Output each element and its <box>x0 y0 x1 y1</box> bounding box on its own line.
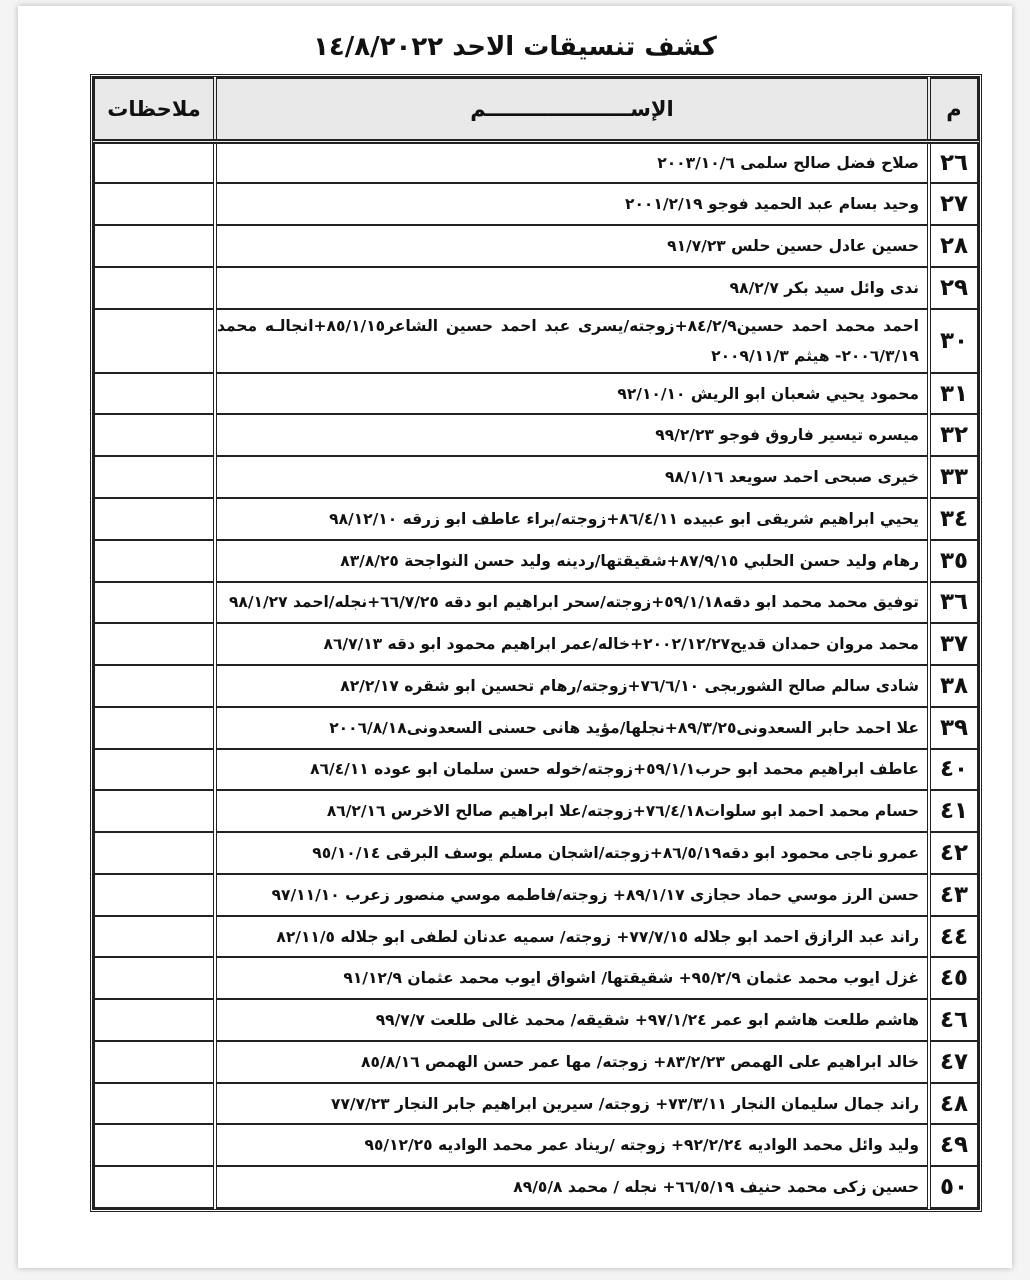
row-name: يحيي ابراهيم شريقى ابو عبيده ٨٦/٤/١١+زوجته/براء عاطف ابو زرقه ٩٨/١٢/١٠ <box>215 498 929 540</box>
table-row <box>94 749 978 791</box>
table-row <box>94 142 978 184</box>
table-row <box>94 540 978 582</box>
row-number: ٤٠ <box>929 749 978 791</box>
row-number: ٥٠ <box>929 1166 978 1208</box>
table-row <box>94 623 978 665</box>
header-number: م <box>929 78 978 142</box>
row-number: ٣٦ <box>929 582 978 624</box>
table-row <box>94 999 978 1041</box>
table-row <box>94 1041 978 1083</box>
header-name: الإســــــــــــــــــــم <box>215 78 929 142</box>
table-row <box>94 916 978 958</box>
row-number: ٣٥ <box>929 540 978 582</box>
row-number: ٤٦ <box>929 999 978 1041</box>
row-number: ٣١ <box>929 373 978 415</box>
row-notes <box>94 267 215 309</box>
row-number: ٣٠ <box>929 309 978 373</box>
row-notes <box>94 225 215 267</box>
row-number: ٤٣ <box>929 874 978 916</box>
row-notes <box>94 540 215 582</box>
row-name: ميسره تيسير فاروق فوجو ٩٩/٢/٢٣ <box>215 414 929 456</box>
row-notes <box>94 1166 215 1208</box>
row-notes <box>94 456 215 498</box>
table-row <box>94 456 978 498</box>
row-name: راند جمال سليمان النجار ٧٣/٣/١١+ زوجته/ سيرين ابراهيم جابر النجار ٧٧/٧/٢٣ <box>215 1083 929 1125</box>
row-number: ٣٢ <box>929 414 978 456</box>
row-notes <box>94 142 215 184</box>
table-row <box>94 790 978 832</box>
row-number: ٤٤ <box>929 916 978 958</box>
row-number: ٣٨ <box>929 665 978 707</box>
row-name: ندى وائل سيد بكر ٩٨/٢/٧ <box>215 267 929 309</box>
row-name: احمد محمد احمد حسين٨٤/٢/٩+زوجته/يسرى عبد احمد حسين الشاعر٨٥/١/١٥+انجالـه محمد ٢٠٠٦/٣/١٩- هيثم ٢٠٠٩/١١/٣ <box>215 309 929 373</box>
row-notes <box>94 957 215 999</box>
table-row <box>94 183 978 225</box>
row-number: ٤٥ <box>929 957 978 999</box>
row-notes <box>94 1124 215 1166</box>
row-notes <box>94 707 215 749</box>
row-name: حسين عادل حسين حلس ٩١/٧/٢٣ <box>215 225 929 267</box>
names-table-frame <box>90 74 982 1212</box>
table-row <box>94 665 978 707</box>
row-name: رهام وليد حسن الحلبي ٨٧/٩/١٥+شقيقتها/ردينه وليد حسن النواجحة ٨٣/٨/٢٥ <box>215 540 929 582</box>
row-notes <box>94 1041 215 1083</box>
row-notes <box>94 916 215 958</box>
table-row <box>94 309 978 373</box>
table-row <box>94 707 978 749</box>
row-notes <box>94 832 215 874</box>
table-row <box>94 498 978 540</box>
row-number: ٤٢ <box>929 832 978 874</box>
row-name: غزل ايوب محمد عثمان ٩٥/٢/٩+ شقيقتها/ اشواق ايوب محمد عثمان ٩١/١٢/٩ <box>215 957 929 999</box>
row-name: حسام محمد احمد ابو سلوات٧٦/٤/١٨+زوجته/علا ابراهيم صالح الاخرس ٨٦/٢/١٦ <box>215 790 929 832</box>
row-name: عمرو ناجى محمود ابو دقه٨٦/٥/١٩+زوجته/اشجان مسلم يوسف البرقى ٩٥/١٠/١٤ <box>215 832 929 874</box>
row-name: صلاح فضل صالح سلمى ٢٠٠٣/١٠/٦ <box>215 142 929 184</box>
table-row <box>94 832 978 874</box>
row-name: محمد مروان حمدان قديح٢٠٠٢/١٢/٢٧+خاله/عمر ابراهيم محمود ابو دقه ٨٦/٧/١٣ <box>215 623 929 665</box>
row-name: علا احمد حابر السعدونى٨٩/٣/٢٥+نجلها/مؤيد هانى حسنى السعدونى٢٠٠٦/٨/١٨ <box>215 707 929 749</box>
table-row <box>94 1083 978 1125</box>
row-number: ٢٨ <box>929 225 978 267</box>
row-notes <box>94 999 215 1041</box>
table-header-row <box>94 78 978 142</box>
table-row <box>94 225 978 267</box>
row-name: وليد وائل محمد الواديه ٩٢/٢/٢٤+ زوجته /ريناد عمر محمد الواديه ٩٥/١٢/٢٥ <box>215 1124 929 1166</box>
row-name: توفيق محمد محمد ابو دقه٥٩/١/١٨+زوجته/سحر ابراهيم ابو دقه ٦٦/٧/٢٥+نجله/احمد ٩٨/١/٢٧ <box>215 582 929 624</box>
row-name: حسن الرز موسي حماد حجازى ٨٩/١/١٧+ زوجته/فاطمه موسي منصور زعرب ٩٧/١١/١٠ <box>215 874 929 916</box>
names-table <box>93 77 979 1209</box>
page-title: كشف تنسيقات الاحد ١٤/٨/٢٠٢٢ <box>313 32 717 62</box>
row-notes <box>94 623 215 665</box>
row-name: عاطف ابراهيم محمد ابو حرب٥٩/١/١+زوجته/خوله حسن سلمان ابو عوده ٨٦/٤/١١ <box>215 749 929 791</box>
row-notes <box>94 749 215 791</box>
row-notes <box>94 414 215 456</box>
row-notes <box>94 1083 215 1125</box>
row-number: ٤٩ <box>929 1124 978 1166</box>
row-number: ٢٩ <box>929 267 978 309</box>
table-row <box>94 957 978 999</box>
table-row <box>94 1124 978 1166</box>
table-row <box>94 874 978 916</box>
row-notes <box>94 790 215 832</box>
table-row <box>94 267 978 309</box>
row-notes <box>94 373 215 415</box>
row-notes <box>94 665 215 707</box>
row-notes <box>94 309 215 373</box>
row-number: ٤٨ <box>929 1083 978 1125</box>
table-row <box>94 373 978 415</box>
row-name: راند عبد الرازق احمد ابو جلاله ٧٧/٧/١٥+ زوجته/ سميه عدنان لطفى ابو جلاله ٨٢/١١/٥ <box>215 916 929 958</box>
row-number: ٣٩ <box>929 707 978 749</box>
header-notes: ملاحظات <box>94 78 215 142</box>
table-row <box>94 582 978 624</box>
row-number: ٤١ <box>929 790 978 832</box>
row-number: ٣٤ <box>929 498 978 540</box>
row-number: ٣٧ <box>929 623 978 665</box>
table-row <box>94 414 978 456</box>
row-number: ٢٧ <box>929 183 978 225</box>
row-name: خالد ابراهيم على الهمص ٨٣/٢/٢٣+ زوجته/ مها عمر حسن الهمص ٨٥/٨/١٦ <box>215 1041 929 1083</box>
row-name: حسين زكى محمد حنيف ٦٦/٥/١٩+ نجله / محمد ٨٩/٥/٨ <box>215 1166 929 1208</box>
row-notes <box>94 874 215 916</box>
row-number: ٢٦ <box>929 142 978 184</box>
row-number: ٤٧ <box>929 1041 978 1083</box>
row-notes <box>94 183 215 225</box>
row-name: خيرى صبحى احمد سويعد ٩٨/١/١٦ <box>215 456 929 498</box>
table-row <box>94 1166 978 1208</box>
row-number: ٣٣ <box>929 456 978 498</box>
row-name: هاشم طلعت هاشم ابو عمر ٩٧/١/٢٤+ شقيقه/ محمد غالى طلعت ٩٩/٧/٧ <box>215 999 929 1041</box>
document-page <box>18 6 1012 1268</box>
row-notes <box>94 498 215 540</box>
row-name: محمود يحيي شعبان ابو الريش ٩٢/١٠/١٠ <box>215 373 929 415</box>
row-name: شادى سالم صالح الشوربجى ٧٦/٦/١٠+زوجته/رهام تحسين ابو شقره ٨٢/٢/١٧ <box>215 665 929 707</box>
row-notes <box>94 582 215 624</box>
row-name: وحيد بسام عبد الحميد فوجو ٢٠٠١/٢/١٩ <box>215 183 929 225</box>
